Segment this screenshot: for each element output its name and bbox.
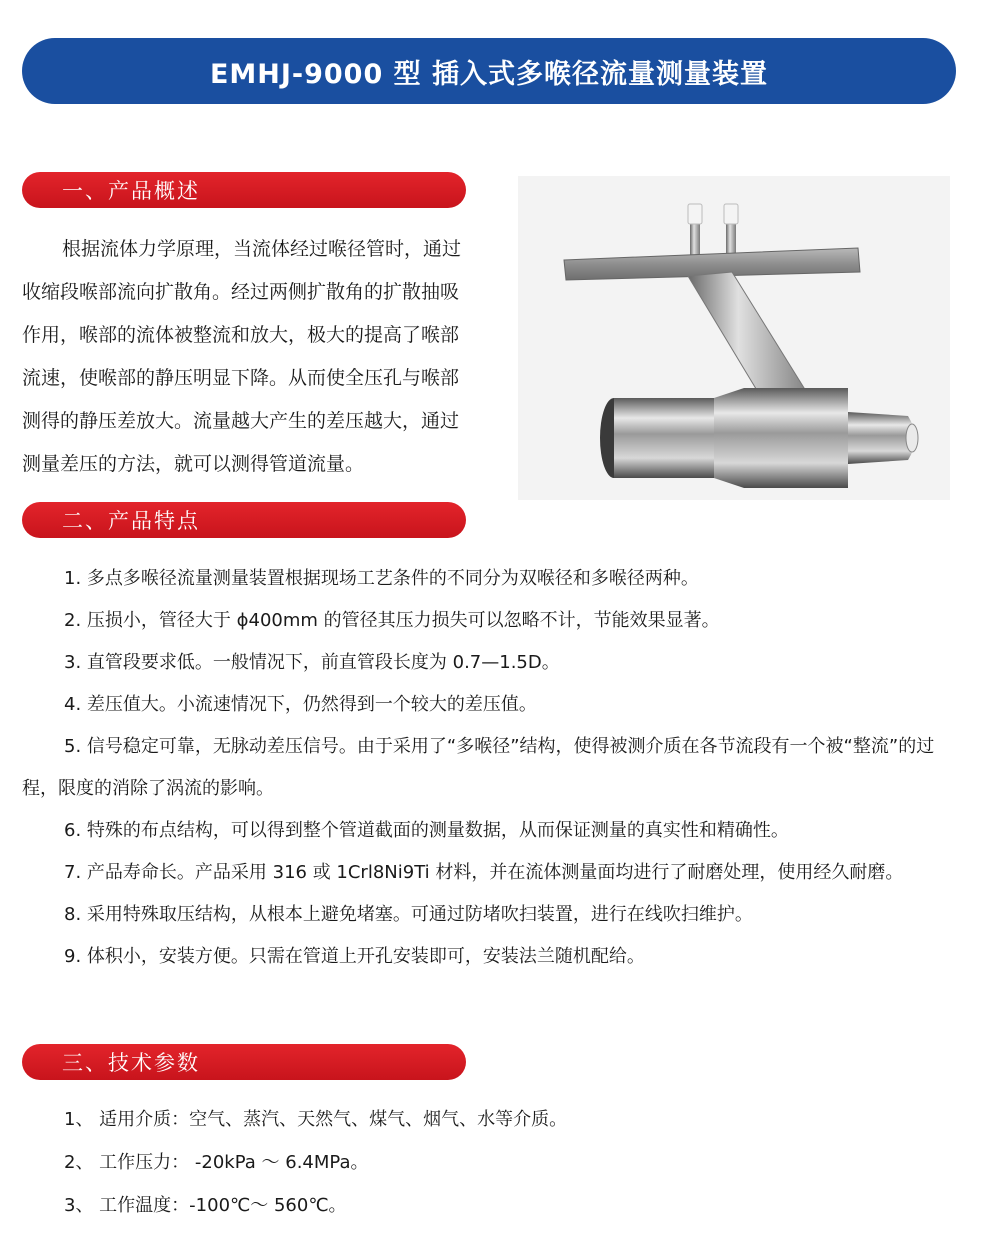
feature-item: 6. 特殊的布点结构，可以得到整个管道截面的测量数据，从而保证测量的真实性和精确性。: [64, 820, 789, 841]
overview-line: 作用，喉部的流体被整流和放大，极大的提高了喉部: [22, 324, 460, 346]
section-heading-label: 一、产品概述: [62, 179, 200, 203]
feature-item: 9. 体积小，安装方便。只需在管道上开孔安装即可，安装法兰随机配给。: [64, 946, 645, 967]
section-heading-overview: [22, 172, 466, 208]
product-image: [518, 176, 950, 500]
flow-meter-illustration: [518, 176, 950, 500]
param-item: 1、 适用介质：空气、蒸汽、天然气、煤气、烟气、水等介质。: [64, 1109, 568, 1130]
feature-item: 8. 采用特殊取压结构，从根本上避免堵塞。可通过防堵吹扫装置，进行在线吹扫维护。: [64, 904, 753, 925]
section-heading-label: 三、技术参数: [62, 1051, 200, 1075]
overview-paragraph: [22, 228, 522, 486]
page-title: EMHJ-9000 型 插入式多喉径流量测量装置: [209, 58, 769, 90]
feature-item: 1. 多点多喉径流量测量装置根据现场工艺条件的不同分为双喉径和多喉径两种。: [64, 568, 699, 589]
section-heading-params: [22, 1044, 466, 1080]
feature-item: 2. 压损小，管径大于 ϕ400mm 的管径其压力损失可以忽略不计，节能效果显著。: [64, 610, 720, 631]
feature-item: 3. 直管段要求低。一般情况下，前直管段长度为 0.7—1.5D。: [64, 652, 560, 673]
overview-line: 测量差压的方法，就可以测得管道流量。: [22, 453, 365, 475]
param-item: 2、 工作压力： -20kPa ～ 6.4MPa。: [64, 1152, 369, 1173]
feature-item: 5. 信号稳定可靠，无脉动差压信号。由于采用了“多喉径”结构，使得被测介质在各节流段有一个被“整流”的过程，限度的消除了涡流的影响。: [22, 736, 935, 799]
section-heading-label: 二、产品特点: [62, 509, 200, 533]
section-heading-features: [22, 502, 466, 538]
overview-line: 根据流体力学原理，当流体经过喉径管时，通过: [62, 238, 462, 260]
overview-line: 收缩段喉部流向扩散角。经过两侧扩散角的扩散抽吸: [22, 281, 460, 303]
feature-item: 4. 差压值大。小流速情况下，仍然得到一个较大的差压值。: [64, 694, 537, 715]
page-title-banner: [22, 38, 956, 104]
overview-line: 测得的静压差放大。流量越大产生的差压越大，通过: [22, 410, 460, 432]
feature-item: 7. 产品寿命长。产品采用 316 或 1Crl8Ni9Ti 材料，并在流体测量面均进行了耐磨处理，使用经久耐磨。: [64, 862, 904, 883]
overview-line: 流速，使喉部的静压明显下降。从而使全压孔与喉部: [22, 367, 460, 389]
param-item: 3、 工作温度：-100℃～ 560℃。: [64, 1195, 347, 1216]
params-list: [22, 1098, 958, 1227]
features-list: [22, 558, 958, 978]
